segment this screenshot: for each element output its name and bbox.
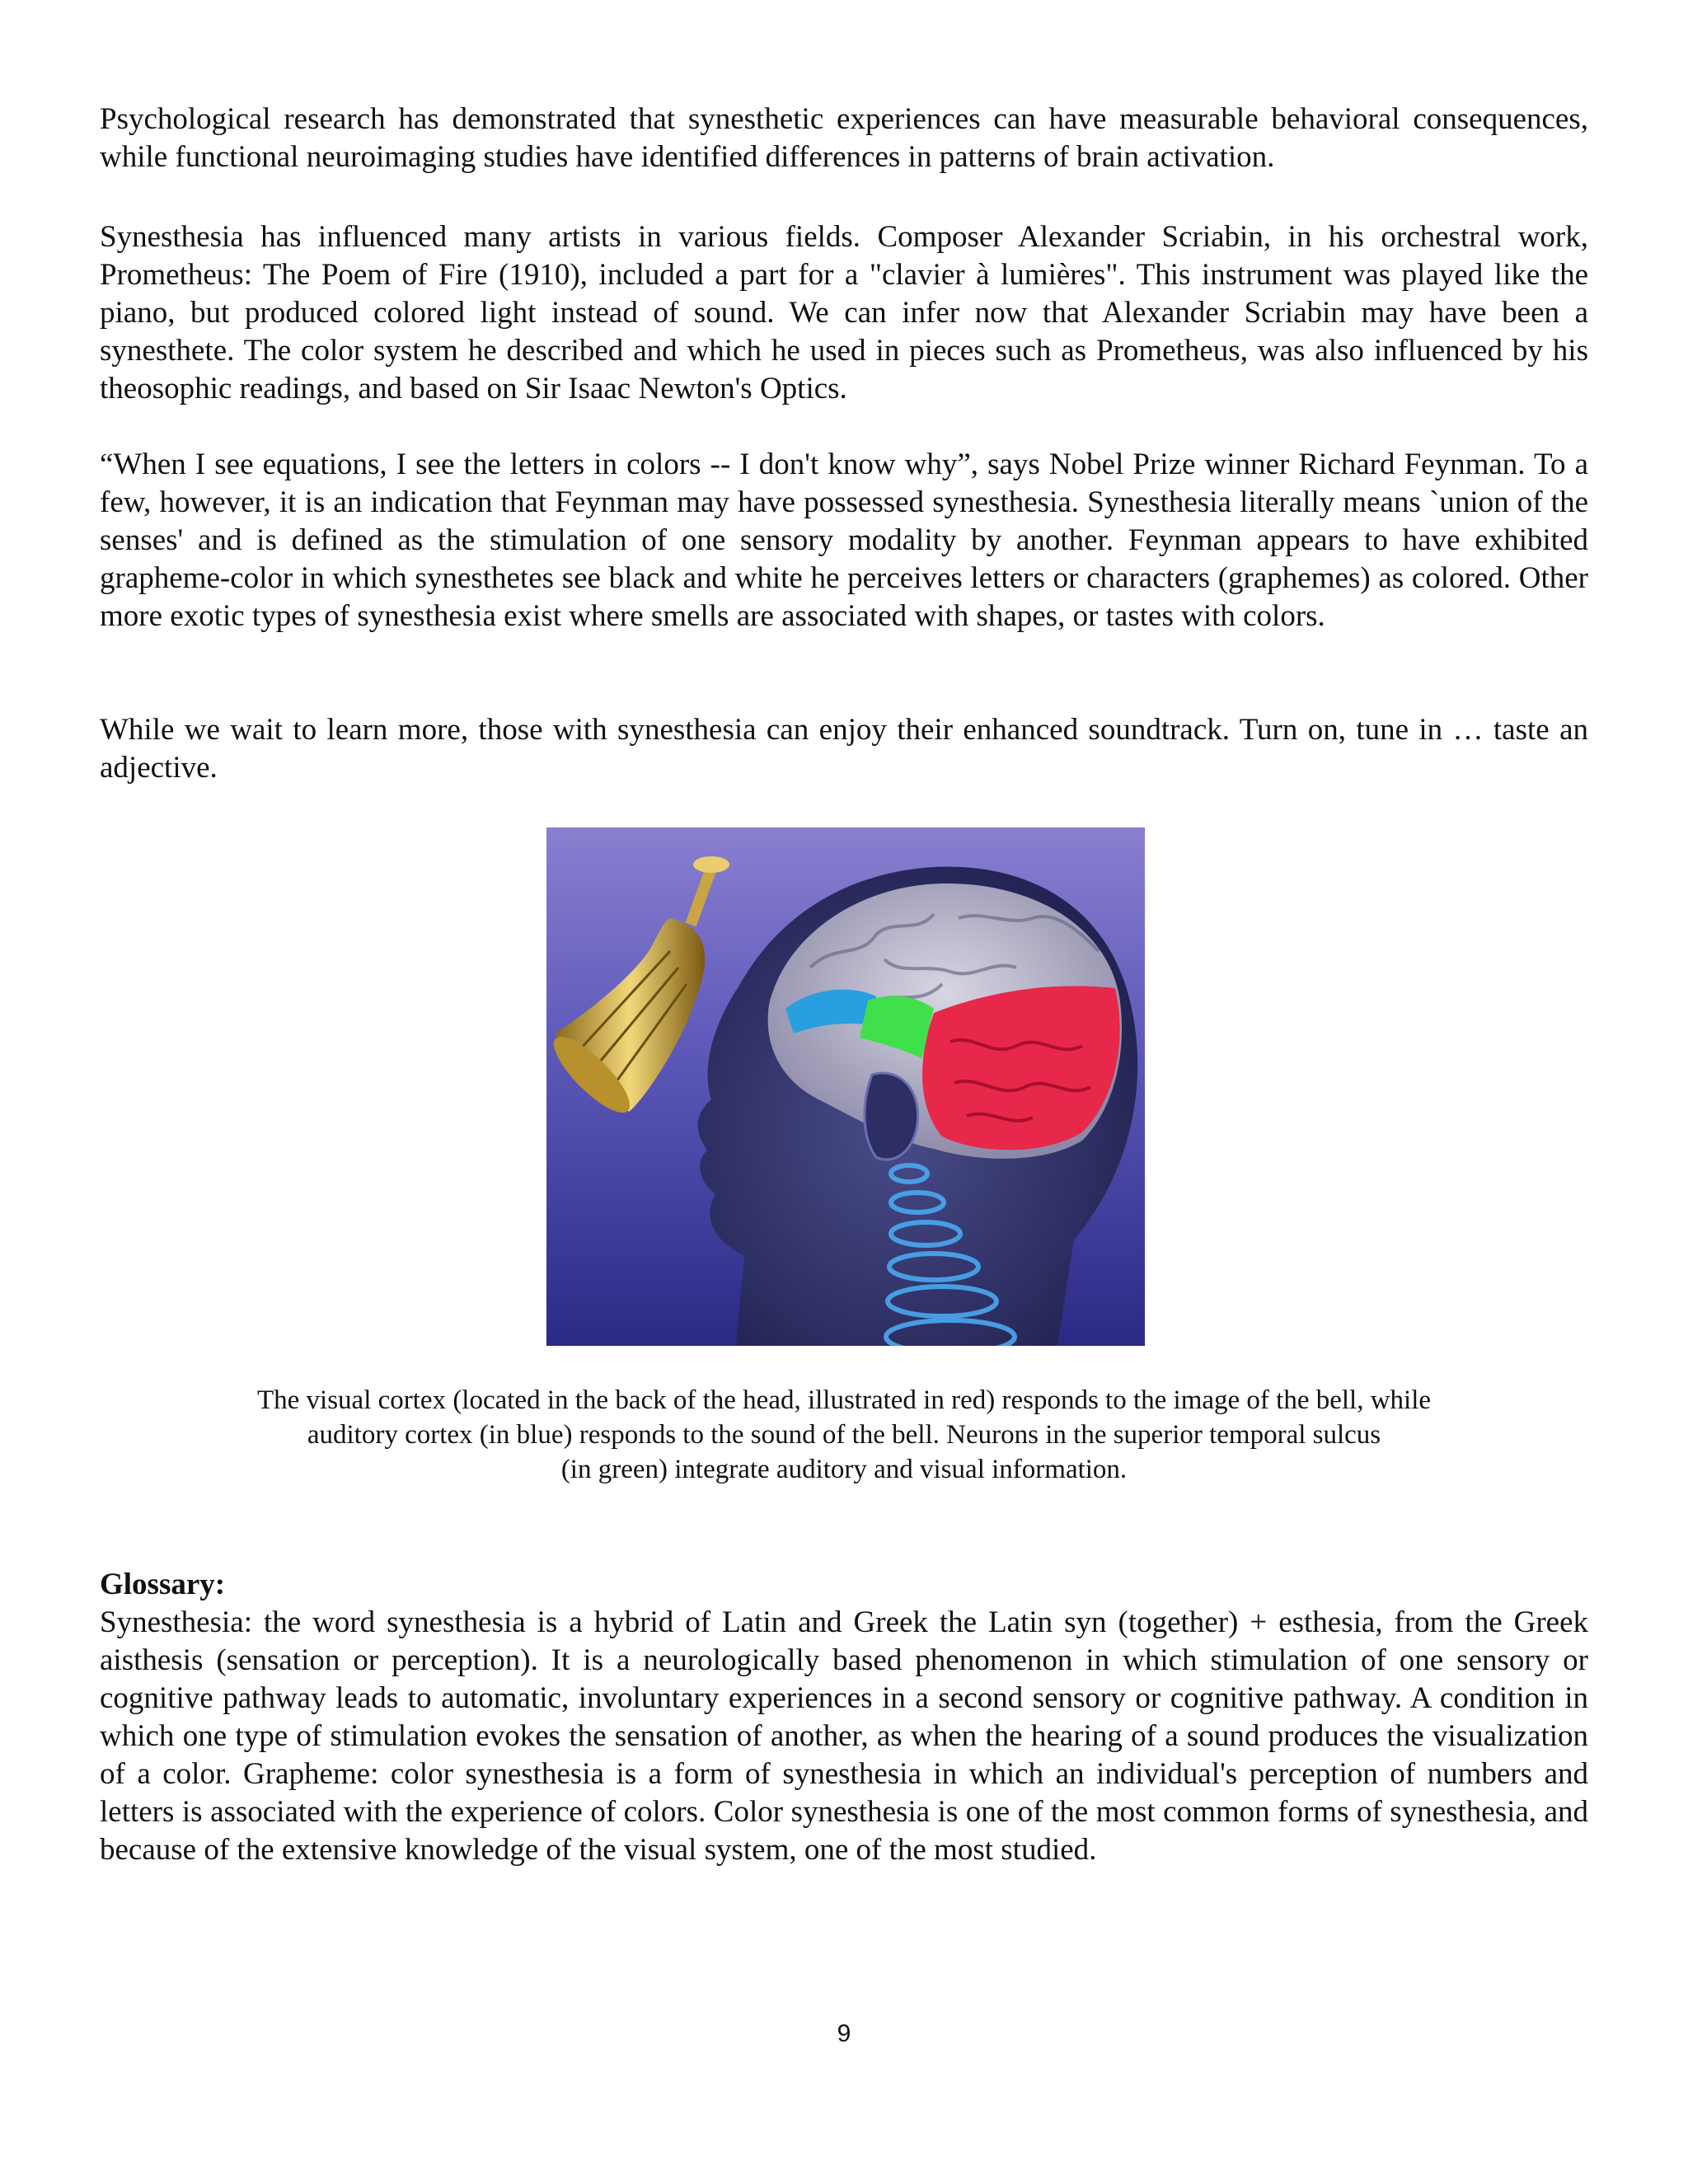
glossary-heading: Glossary: <box>100 1568 226 1601</box>
paragraph-feynman: “When I see equations, I see the letters in colors -- I don't know why”, says Nobel Prize winner Richard Feynman. To a few, however, it is an indication that Feynman may have possessed synesthesia. Synesthesia literally means `union of the senses' and is defined as the stimulation of one sensory modality by another. Feynman appears to have exhibited grapheme-color in which synesthetes see black and white he perceives letters or characters (graphemes) as colored. Other more exotic types of synesthesia exist where smells are associated with shapes, or tastes with colors. <box>100 448 1588 633</box>
ear <box>865 1073 918 1160</box>
paragraph-scriabin: Synesthesia has influenced many artists in various fields. Composer Alexander Scriabin, in his orchestral work, Prometheus: The Poem of Fire (1910), included a part for a "clavier à lumières". This instrument was played like the piano, but produced colored light instead of sound. We can infer now that Alexander Scriabin may have been a synesthete. The color system he described and which he used in pieces such as Prometheus, was also influenced by his theosophic readings, and based on Sir Isaac Newton's Optics. <box>100 220 1588 405</box>
page-number: 9 <box>837 2020 851 2047</box>
paragraph-closing: While we wait to learn more, those with synesthesia can enjoy their enhanced soundtrack. Turn on, tune in … taste an adjective. <box>100 713 1588 785</box>
paragraph-research: Psychological research has demonstrated that synesthetic experiences can have measurable behavioral consequences, while functional neuroimaging studies have identified differences in patterns of brain activation. <box>100 102 1588 174</box>
figure-caption <box>148 1383 1540 1487</box>
synesthesia-brain-illustration <box>546 827 1145 1346</box>
glossary-text: Synesthesia: the word synesthesia is a hybrid of Latin and Greek the Latin syn (together) + esthesia, from the Greek aisthesis (sensation or perception). It is a neurologically based phenomenon in which stimulation of one sensory or cognitive pathway leads to automatic, involuntary experiences in a second sensory or cognitive pathway. A condition in which one type of stimulation evokes the sensation of another, as when the hearing of a sound produces the visualization of a color. Grapheme: color synesthesia is a form of synesthesia in which an individual's perception of numbers and letters is associated with the experience of colors. Color synesthesia is one of the most common forms of synesthesia, and because of the extensive knowledge of the visual system, one of the most studied. <box>100 1605 1588 1867</box>
caption-line: auditory cortex (in blue) responds to the sound of the bell. Neurons in the superior temporal sulcus <box>307 1420 1381 1450</box>
caption-line: (in green) integrate auditory and visual information. <box>560 1455 1128 1484</box>
caption-line: The visual cortex (located in the back of the head, illustrated in red) responds to the image of the bell, while <box>256 1385 1432 1415</box>
